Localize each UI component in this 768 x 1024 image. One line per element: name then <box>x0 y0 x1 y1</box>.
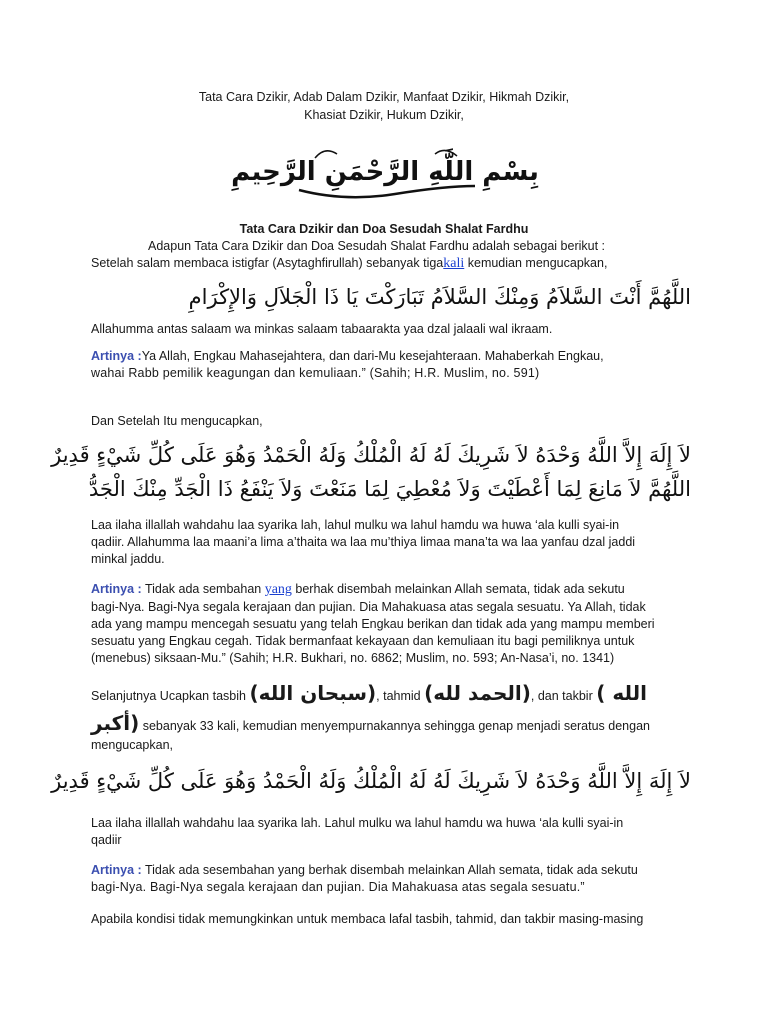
dzikir2-artinya-line3: ada yang mampu mencegah sesuatu yang telah Engkau berikan dan tidak ada yang mampu memberi <box>91 617 655 631</box>
dzikir3-artinya-line2: bagi-Nya. Bagi-Nya segala kerajaan dan pujian. Dia Mahakuasa atas segala sesuatu.” <box>91 880 585 894</box>
dzikir2-artinya-line1a: Tidak ada sembahan <box>141 582 265 596</box>
kali-link[interactable]: kali <box>443 256 465 271</box>
dzikir3-artinya-line1: Tidak ada sesembahan yang berhak disembah melainkan Allah semata, tidak ada sekutu <box>141 863 638 877</box>
dzikir2-latin-line2: qadiir. Allahumma laa maani’a lima a’thaita wa laa mu’thiya limaa mana’ta wa laa yanfau dzal jaddi <box>91 535 636 549</box>
takbir-text: , dan takbir <box>530 689 597 703</box>
dzikir2-latin-line1: Laa ilaha illallah wahdahu laa syarika lah, lahul mulku wa lahul hamdu wa huwa ‘ala kulli syai-in <box>91 518 620 532</box>
dzikir2-artinya-line5: (menebus) siksaan-Mu.” (Sahih; H.R. Bukhari, no. 6862; Muslim, no. 593; An-Nasa’i, no. 1341) <box>91 651 615 665</box>
header-line-2: Khasiat Dzikir, Hukum Dzikir, <box>304 108 464 122</box>
dzikir3-latin-line1: Laa ilaha illallah wahdahu laa syarika lah. Lahul mulku wa lahul hamdu wa huwa ‘ala kulli syai-in <box>91 816 624 830</box>
tahmid-text: , tahmid <box>376 689 425 703</box>
dzikir2-latin-line3: minkal jaddu. <box>91 552 165 566</box>
tasbih-line-2 <box>91 711 691 735</box>
tasbih-line <box>91 681 681 705</box>
artinya-label: Artinya : <box>91 349 142 363</box>
tasbih-text-2: sebanyak 33 kali, kemudian menyempurnakannya sehingga genap menjadi seratus dengan <box>139 719 650 733</box>
tasbih-arabic: (سبحان الله) <box>249 681 377 705</box>
dzikir1-artinya-line2: wahai Rabb pemilik keagungan dan kemuliaan.” (Sahih; H.R. Muslim, no. 591) <box>91 366 540 380</box>
dzikir2-artinya-line1b: berhak disembah melainkan Allah semata, tidak ada sekutu <box>291 582 625 596</box>
section-intro: Adapun Tata Cara Dzikir dan Doa Sesudah Shalat Fardhu adalah sebagai berikut : <box>148 239 606 253</box>
dzikir3-arabic: لاَ إِلَهَ إِلاَّ اللَّهُ وَحْدَهُ لاَ شَرِيكَ لَهُ لَهُ الْمُلْكُ وَلَهُ الْحَمْدُ وَهُوَ عَلَى كُلِّ شَيْءٍ قَدِيرٌ <box>51 769 691 793</box>
dzikir3-latin-line2: qadiir <box>91 833 122 847</box>
dzikir2-arabic-line2: اللَّهُمَّ لاَ مَانِعَ لِمَا أَعْطَيْتَ وَلاَ مُعْطِيَ لِمَا مَنَعْتَ وَلاَ يَنْفَعُ ذَا الْجَدِّ مِنْكَ الْجَدُّ <box>88 477 691 501</box>
dzikir1-arabic: اللَّهُمَّ أَنْتَ السَّلاَمُ وَمِنْكَ السَّلاَمُ تَبَارَكْتَ يَا ذَا الْجَلاَلِ وَالإِكْرَامِ <box>188 285 691 309</box>
istigfar-text: Setelah salam membaca istigfar (Asytaghfirullah) sebanyak tiga <box>91 256 444 270</box>
yang-link[interactable]: yang <box>264 582 292 597</box>
dzikir2-artinya-line4: sesuatu yang Engkau cegah. Tidak bermanfaat kekayaan dan kemuliaan itu bagi pemiliknya untuk <box>91 634 635 648</box>
dzikir3-artinya <box>91 861 691 879</box>
tasbih-line-3: mengucapkan, <box>91 738 174 752</box>
takbir-arabic: ( الله <box>596 681 648 705</box>
dzikir2-intro: Dan Setelah Itu mengucapkan, <box>91 414 263 428</box>
section-title: Tata Cara Dzikir dan Doa Sesudah Shalat Fardhu <box>239 222 529 236</box>
istigfar-line <box>91 254 691 273</box>
footer-line: Apabila kondisi tidak memungkinkan untuk membaca lafal tasbih, tahmid, dan takbir masing-masing <box>91 912 644 926</box>
svg-text:بِسْمِ اللَّهِ الرَّحْمَنِ الر: بِسْمِ اللَّهِ الرَّحْمَنِ الرَّحِيمِ <box>231 157 539 187</box>
dzikir1-artinya <box>91 347 691 365</box>
istigfar-text-end: kemudian mengucapkan, <box>464 256 608 270</box>
header-line-1: Tata Cara Dzikir, Adab Dalam Dzikir, Manfaat Dzikir, Hikmah Dzikir, <box>198 90 570 104</box>
tasbih-text: Selanjutnya Ucapkan tasbih <box>91 689 250 703</box>
dzikir1-artinya-line1: Ya Allah, Engkau Mahasejahtera, dan dari-Mu kesejahteraan. Mahaberkah Engkau, <box>141 349 604 363</box>
takbir-arabic-2: أكبر) <box>91 711 140 735</box>
basmala-calligraphy <box>231 140 539 202</box>
tahmid-arabic: (الحمد لله) <box>424 681 531 705</box>
dzikir1-latin: Allahumma antas salaam wa minkas salaam tabaarakta yaa dzal jalaali wal ikraam. <box>91 322 553 336</box>
artinya-label: Artinya : <box>91 582 142 596</box>
dzikir2-arabic-line1: لاَ إِلَهَ إِلاَّ اللَّهُ وَحْدَهُ لاَ شَرِيكَ لَهُ لَهُ الْمُلْكُ وَلَهُ الْحَمْدُ وَهُوَ عَلَى كُلِّ شَيْءٍ قَدِيرٌ <box>51 443 691 467</box>
dzikir2-artinya-line2: bagi-Nya. Bagi-Nya segala kerajaan dan pujian. Dia Mahakuasa atas segala sesuatu. Ya Allah, tidak <box>91 600 646 614</box>
artinya-label: Artinya : <box>91 863 142 877</box>
dzikir2-artinya <box>91 580 691 599</box>
